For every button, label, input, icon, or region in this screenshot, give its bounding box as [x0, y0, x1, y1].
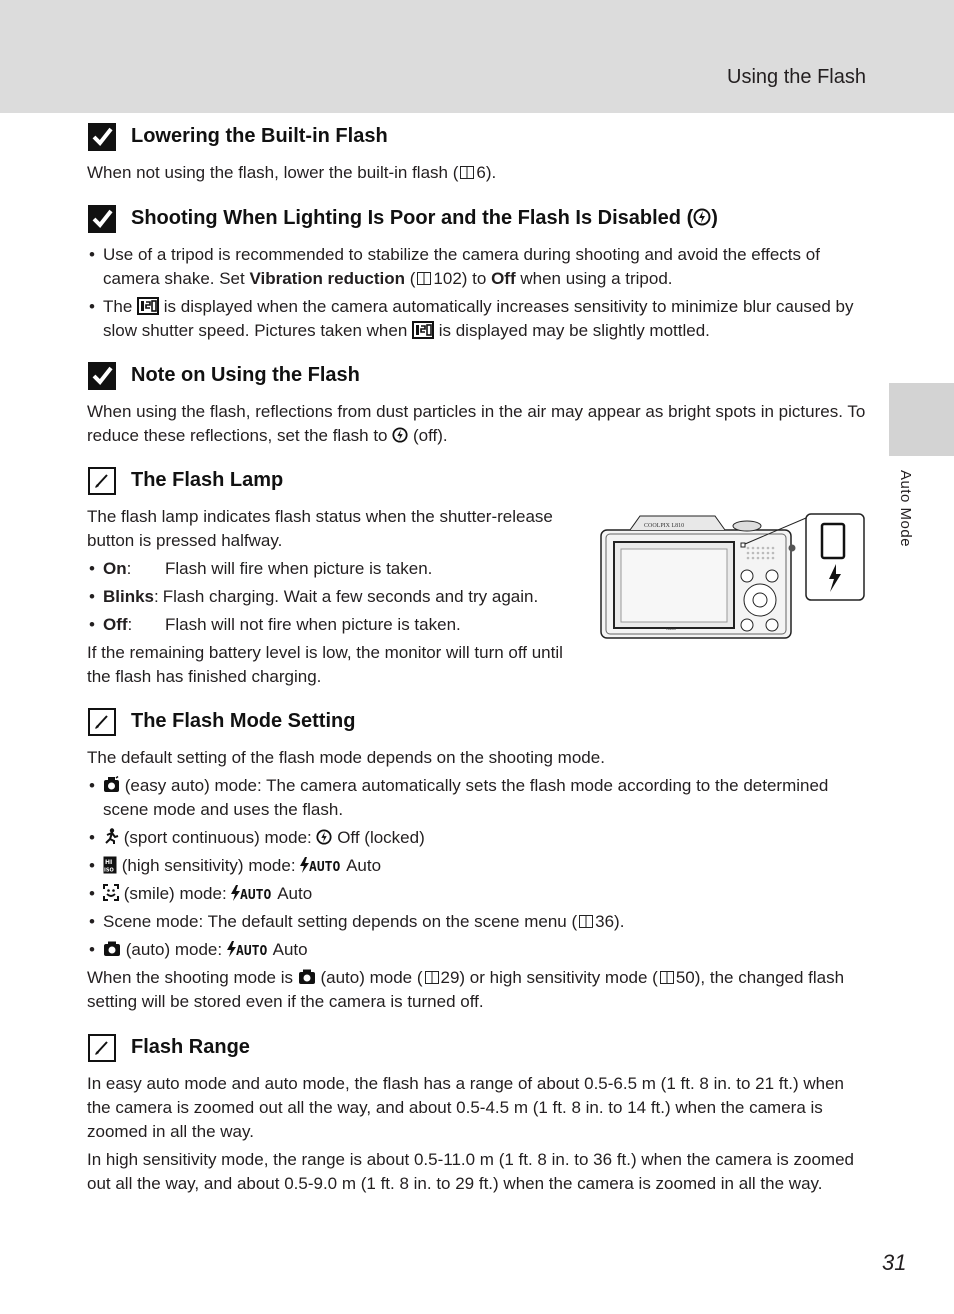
list-item: • Use of a tripod is recommended to stabilize the camera during shooting and avoid the effects of camera shake. Set Vibration reduction ( 102) to Off when using a tripod.: [87, 243, 867, 291]
camera-back-illustration: [600, 512, 866, 640]
list-item: • Scene mode: The default setting depends on the scene menu ( 36).: [87, 910, 867, 934]
smile-icon: [103, 884, 119, 901]
section-lowering-flash: [87, 123, 867, 189]
section-body: When using the flash, reflections from dust particles in the air may appear as bright spots in pictures. To reduce these reflections, set the flash to (off).: [87, 402, 866, 445]
svg-text:AUTO: AUTO: [309, 860, 341, 873]
high-sensitivity-icon: [103, 856, 117, 874]
page-number: 31: [882, 1250, 907, 1275]
iso-indicator-icon: [412, 321, 434, 339]
list-item: • (easy auto) mode: The camera automatically sets the flash mode according to the determined scene mode and uses the flash.: [87, 774, 867, 822]
camera-brand-text: COOLPIX L810: [644, 523, 685, 529]
section-body: In high sensitivity mode, the range is about 0.5-11.0 m (1 ft. 8 in. to 36 ft.) when the camera is zoomed out all the way, and about 0.5-9.0 m (1 ft. 8 in. to 29 ft.) when the camera is zoomed in all the way.: [87, 1150, 854, 1193]
section-body: The default setting of the flash mode depends on the shooting mode.: [87, 748, 605, 767]
section-body: If the remaining battery level is low, the monitor will turn off until the flash has finished charging.: [87, 643, 563, 686]
auto-mode-camera-icon: [103, 941, 121, 957]
section-body: When not using the flash, lower the built-in flash ( 6).: [87, 163, 497, 182]
list-item: • (auto) mode: AUTO Auto: [87, 938, 867, 962]
book-ref-icon: [425, 971, 439, 984]
list-item: • HI ISO (high sensitivity) mode: AUTO Auto: [87, 854, 867, 878]
book-ref-icon: [579, 915, 593, 928]
section-title: The Flash Lamp: [131, 469, 284, 491]
section-title: The Flash Mode Setting: [131, 710, 356, 732]
section-title: Flash Range: [131, 1036, 250, 1058]
auto-mode-camera-icon: [298, 969, 316, 985]
book-ref-icon: [460, 166, 474, 179]
section-body: When the shooting mode is (auto) mode ( 29) or high sensitivity mode ( 50), the changed flash setting will be stored even if the camera is turned off.: [87, 968, 845, 1011]
svg-text:ISO: ISO: [104, 867, 114, 874]
svg-text:AUTO: AUTO: [235, 944, 268, 957]
section-flash-lamp: [87, 467, 577, 693]
caution-check-icon: [88, 362, 116, 390]
sport-continuous-icon: [103, 828, 119, 845]
list-item: • The is displayed when the camera automatically increases sensitivity to minimize blur caused by slow shutter speed. Pictures taken when is displayed may be slightly mottled.: [87, 295, 867, 343]
caution-check-icon: [88, 205, 116, 233]
chapter-tab-label: Auto Mode: [897, 470, 914, 548]
flash-auto-icon: [300, 857, 342, 873]
section-note-flash: [87, 362, 867, 452]
note-pencil-icon: [88, 708, 116, 736]
svg-text:AUTO: AUTO: [240, 888, 272, 901]
section-flash-mode-setting: [87, 708, 867, 1018]
section-title: Shooting When Lighting Is Poor and the Flash Is Disabled ( ): [131, 207, 718, 229]
section-poor-lighting: [87, 205, 867, 347]
list-item: • Blinks: Flash charging. Wait a few seconds and try again.: [87, 585, 577, 609]
flash-auto-icon: [231, 885, 273, 901]
flash-auto-icon: [227, 941, 269, 957]
section-title: Note on Using the Flash: [131, 364, 360, 386]
list-item: • (sport continuous) mode: Off (locked): [87, 826, 867, 850]
list-item: • Off: Flash will not fire when picture is taken.: [87, 613, 577, 637]
svg-text:HI: • HI: [105, 859, 113, 866]
section-body: In easy auto mode and auto mode, the flash has a range of about 0.5-6.5 m (1 ft. 8 in. to 21 ft.) when the camera is zoomed out all the way, and about 0.5-4.5 m (1 ft. 8 in. to 14 ft.) when the camera is zoomed in all the way.: [87, 1074, 844, 1141]
section-title: Lowering the Built-in Flash: [131, 125, 388, 147]
note-pencil-icon: [88, 467, 116, 495]
chapter-tab: [889, 383, 954, 456]
iso-indicator-icon: [137, 297, 159, 315]
note-pencil-icon: [88, 1034, 116, 1062]
camera-maker-text: Nikon: [666, 626, 677, 631]
flash-off-icon: [693, 208, 711, 226]
running-header-title: Using the Flash: [727, 66, 866, 88]
flash-off-icon: [392, 427, 408, 443]
easy-auto-icon: [103, 776, 120, 793]
list-item: • (smile) mode: AUTO Auto: [87, 882, 867, 906]
book-ref-icon: [417, 272, 431, 285]
section-body: The flash lamp indicates flash status when the shutter-release button is pressed halfway.: [87, 507, 553, 550]
book-ref-icon: [660, 971, 674, 984]
flash-off-icon: [316, 829, 332, 845]
section-flash-range: [87, 1034, 867, 1200]
caution-check-icon: [88, 123, 116, 151]
list-item: • On: Flash will fire when picture is taken.: [87, 557, 577, 581]
header-band: [0, 0, 954, 113]
